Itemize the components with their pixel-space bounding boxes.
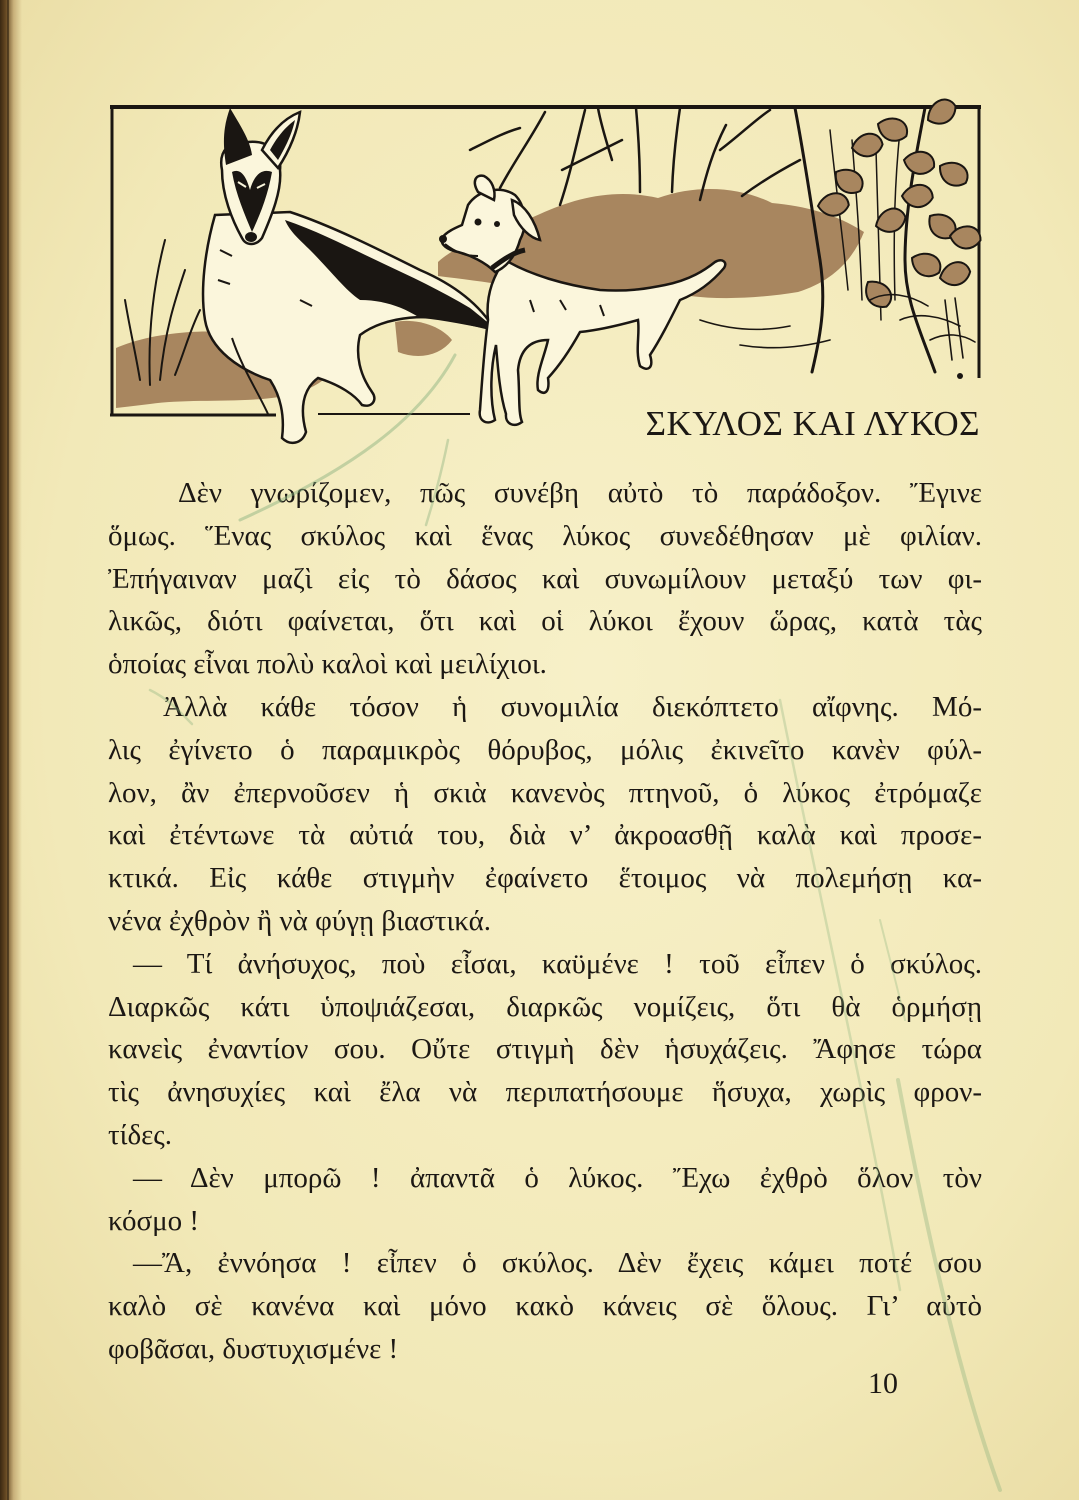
header-illustration [0,0,1079,470]
bush-stroke [900,316,960,326]
bush-stroke [700,320,790,329]
paragraph [108,1157,982,1243]
leaf [849,130,885,161]
bush-stroke [930,335,975,342]
branch [742,160,800,196]
dog-eye-left [475,219,482,226]
leaves [816,94,981,312]
text-line: καὶ ἐτέντωνε τὰ αὐτιά του, διὰ ν’ ἀκροασθῇ καλὰ καὶ προσε- [108,819,982,852]
leaf [937,258,974,291]
story-title: ΣΚΥΛΟΣ ΚΑΙ ΛΥΚΟΣ [645,404,980,443]
branch [636,108,640,192]
paragraph [108,686,982,943]
leaf [908,250,943,279]
branch [720,110,770,150]
bush-stroke [945,300,952,360]
text-line: καλὸ σὲ κανένα καὶ μόνο κακὸ κάνεις σὲ ὅλους. Γι’ αὐτὸ [108,1290,982,1323]
text-line: Δὲν γνωρίζομεν, πῶς συνέβη αὐτὸ τὸ παράδοξον. Ἔγινε [178,477,982,509]
paragraph [108,472,982,686]
page-number: 10 [868,1367,898,1400]
paragraph [108,1242,982,1370]
bush-stroke [955,298,963,358]
frame-dot [957,373,963,379]
text-line: φοβᾶσαι, δυστυχισμένε ! [108,1332,399,1365]
text-line: νένα ἐχθρὸν ἢ νὰ φύγῃ βιαστικά. [108,904,492,937]
leaf [901,183,935,210]
text-line: Ἐπήγαιναν μαζὶ εἰς τὸ δάσος καὶ συνωμίλουν μεταξύ των φι- [108,562,982,595]
text-line: κτικά. Εἰς κάθε στιγμὴν ἐφαίνετο ἕτοιμος νὰ πολεμήσῃ κα- [108,862,982,895]
text-line: λις ἐγίνετο ὁ παραμικρὸς θόρυβος, μόλις ἐκινεῖτο κανὲν φύλ- [108,733,982,766]
leaf [904,152,934,174]
branch [700,125,726,200]
branch [672,108,680,192]
text-line: τίδες. [108,1118,173,1151]
branch [560,110,585,205]
text-line: —Ἄ, ἐννόησα ! εἶπεν ὁ σκύλος. Δὲν ἔχεις κάμει ποτέ σου [133,1247,982,1280]
text-line: λον, ἂν ἐπερνοῦσεν ἡ σκιὰ κανενὸς πτηνοῦ, ὁ λύκος ἐτρόμαζε [108,776,982,809]
text-line: τὶς ἀνησυχίες καὶ ἔλα νὰ περιπατήσουμε ἥσυχα, χωρὶς φρον- [108,1076,982,1109]
text-line: Διαρκῶς κάτι ὑποψιάζεσαι, διαρκῶς νομίζεις, ὅτι θὰ ὁρμήσῃ [108,990,982,1023]
bare-branches [470,108,800,205]
leaf [923,94,960,130]
paragraph [108,943,982,1157]
text-line: κόσμο ! [108,1204,200,1237]
leaf [935,158,971,189]
text-line: — Δὲν μπορῶ ! ἀπαντᾶ ὁ λύκος. Ἔχω ἐχθρὸ ὅλον τὸν [133,1161,982,1194]
branch [470,128,520,150]
wolf-nose [245,232,257,242]
dog-nose [439,235,447,243]
text-line: — Τί ἀνήσυχος, ποὺ εἶσαι, καϋμένε ! τοῦ εἶπεν ὁ σκύλος. [133,947,982,980]
trunk-hatch [852,140,862,300]
story-text [108,472,982,1371]
branch [500,112,545,188]
text-line: ὅμως. Ἕνας σκύλος καὶ ἕνας λύκος συνεδέθησαν μὲ φιλίαν. [108,519,982,552]
text-line: λικῶς, διότι φαίνεται, ὅτι καὶ οἱ λύκοι ἔχουν ὥρας, κατὰ τὰς [108,605,982,638]
trunk-right-edge [905,108,935,372]
wolf-ear-left [224,108,252,165]
bushes [700,295,975,360]
branch [562,140,622,170]
dog-eye-right [494,221,500,227]
text-line: ὁποίας εἶναι πολὺ καλοὶ καὶ μειλίχιοι. [108,648,547,681]
text-line: Ἀλλὰ κάθε τόσον ἡ συνομιλία διεκόπτετο αἴφνης. Μό- [163,690,982,723]
ground-patch-tail [395,321,452,356]
text-line: κανεὶς ἐναντίον σου. Οὔτε στιγμὴ δὲν ἡσυχάζεις. Ἄφησε τώρα [108,1033,982,1066]
